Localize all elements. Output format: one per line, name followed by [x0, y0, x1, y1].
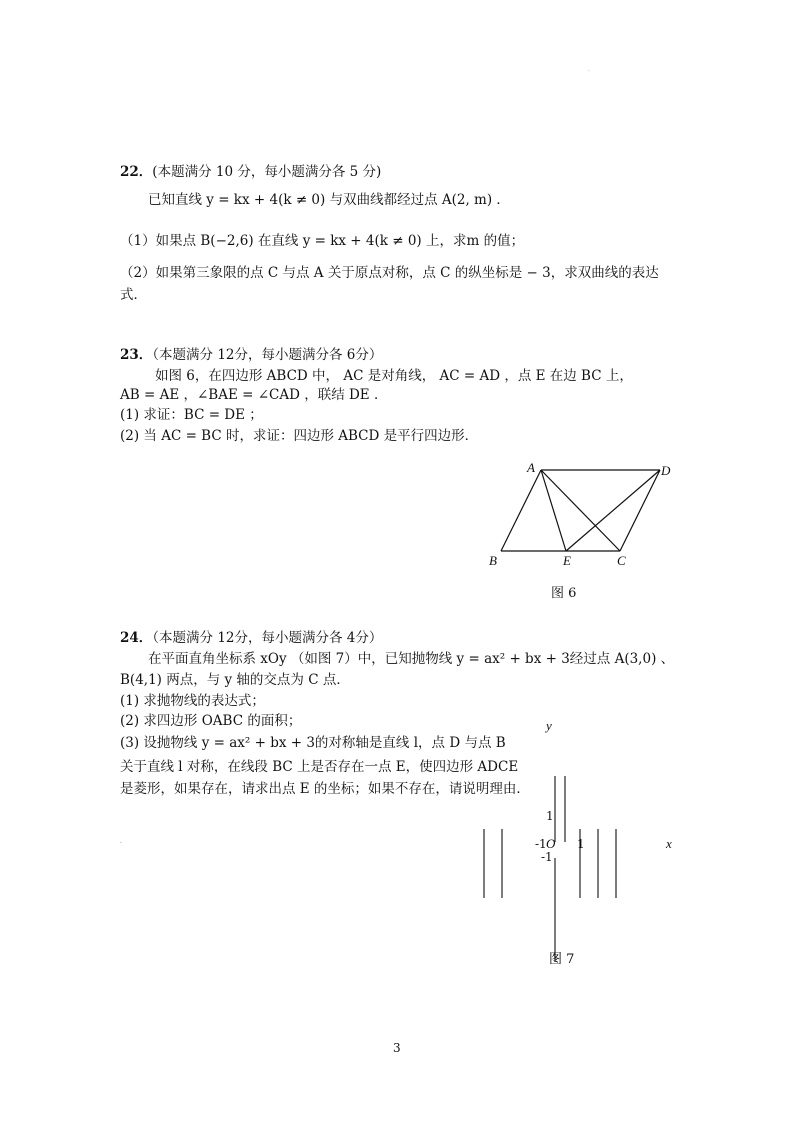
- q24-part1: (1) 求抛物线的表达式；: [120, 693, 265, 709]
- fig7-tick-x-1: 1: [577, 837, 585, 851]
- fig7-origin-label: O: [546, 836, 556, 851]
- q23-part2: (2) 当 AC = BC 时，求证：四边形 ABCD 是平行四边形．: [120, 428, 479, 444]
- q24-part2: (2) 求四边形 OABC 的面积；: [120, 713, 302, 729]
- page-number: 3: [393, 1041, 401, 1055]
- q23-header: [120, 346, 382, 364]
- fig7-tick-y-neg1: -1: [541, 850, 553, 864]
- fig6-segment-DE: [566, 470, 660, 551]
- fig6-side-DC: [620, 470, 660, 551]
- fig6-segment-AE: [541, 470, 566, 551]
- q24-part3-line2: 关于直线 l 对称，在线段 BC 上是否存在一点 E，使四边形 ADCE: [120, 759, 519, 775]
- q24-header: [120, 629, 382, 647]
- fig7-caption: 图 7: [549, 952, 575, 967]
- q23-stem-line1: 如图 6，在四边形 ABCD 中， AC 是对角线， AC = AD ，点 E 在边 BC 上，: [155, 368, 633, 384]
- q24-stem-line1: 在平面直角坐标系 xOy （如图 7）中，已知抛物线 y = ax² + bx + 3经过点 A(3,0) 、: [148, 651, 675, 667]
- q24-stem-line2: B(4,1) 两点，与 y 轴的交点为 C 点．: [120, 672, 350, 688]
- fig7-tick-y-1: 1: [546, 809, 554, 823]
- q22-part2-line1: （2）如果第三象限的点 C 与点 A 关于原点对称，点 C 的纵坐标是 − 3，求双曲线的表达: [120, 265, 659, 281]
- fig7-y-label: y: [546, 718, 552, 733]
- q24-number: 24．: [120, 630, 153, 646]
- q24-part3-line3: 是菱形，如果存在，请求出点 E 的坐标；如果不存在，请说明理由．: [120, 781, 530, 797]
- fig7-x-label: x: [666, 836, 672, 851]
- q23-stem-line2: AB = AE ，∠BAE = ∠CAD ，联结 DE ．: [120, 387, 388, 403]
- q23-part1: (1) 求证：BC = DE ；: [120, 407, 263, 423]
- fig7-tick-x-neg1: -1: [535, 837, 547, 851]
- fig6-label-C: C: [617, 553, 626, 568]
- q24-note: （本题满分 12分，每小题满分各 4分）: [152, 630, 383, 646]
- q22-stem: 已知直线 y = kx + 4(k ≠ 0) 与双曲线都经过点 A(2, m) ．: [148, 192, 510, 208]
- stray-dot: .: [120, 838, 122, 845]
- q22-header: [120, 163, 381, 181]
- q22-note: (本题满分 10 分，每小题满分各 5 分): [152, 164, 382, 180]
- fig6-label-B: B: [489, 553, 497, 568]
- q22-part2-line2: 式．: [120, 287, 147, 303]
- q23-number: 23．: [120, 347, 153, 363]
- fig6-label-D: D: [661, 463, 671, 478]
- q24-part3-line1: (3) 设抛物线 y = ax² + bx + 3的对称轴是直线 l，点 D 与点 B: [120, 735, 506, 751]
- q22-number: 22．: [120, 164, 153, 180]
- fig6-label-A: A: [527, 460, 535, 475]
- fig6-label-E: E: [563, 553, 571, 568]
- q23-note: （本题满分 12分，每小题满分各 6分）: [152, 347, 383, 363]
- fig6-side-AB: [501, 470, 541, 551]
- fig6-diagonal-AC: [541, 470, 620, 551]
- corner-dot: .: [588, 66, 590, 73]
- fig6-caption: 图 6: [551, 586, 577, 601]
- q22-part1: （1）如果点 B(−2,6) 在直线 y = kx + 4(k ≠ 0) 上，求m 的值；: [120, 233, 525, 249]
